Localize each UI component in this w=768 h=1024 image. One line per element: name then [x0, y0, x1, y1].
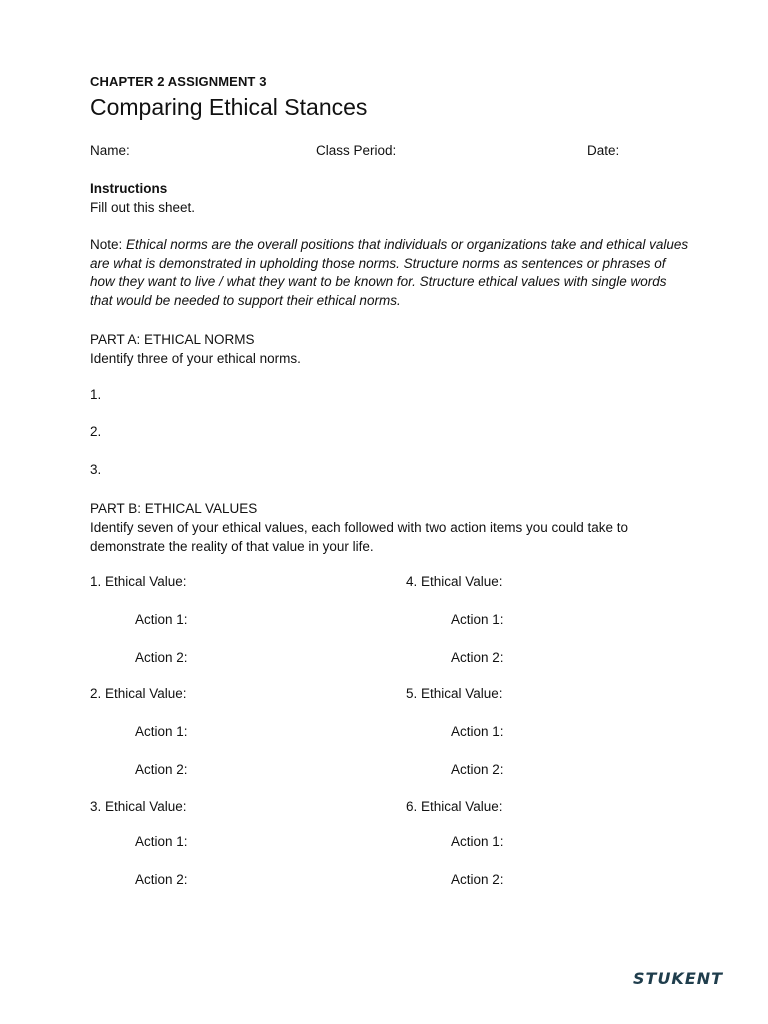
stukent-logo-text: STUKENT [633, 969, 724, 988]
ethical-value-4-action-2: Action 2: [451, 650, 504, 665]
ethical-value-6-action-1: Action 1: [451, 834, 504, 849]
note-text: Ethical norms are the overall positions that individuals or organizations take and ethical values are what is demonstrated in upholding those norms. Structure norms as sentences or phrases of how they want to live / what they want to be known for. Structure ethical values with single words that would be needed to support their ethical norms. [90, 237, 689, 308]
instructions-heading: Instructions [90, 181, 168, 196]
ethical-value-1-action-1: Action 1: [135, 612, 188, 627]
note-label: Note: [90, 237, 127, 252]
norm-item-2: 2. [90, 424, 102, 439]
page-title: Comparing Ethical Stances [90, 94, 368, 120]
note-paragraph [90, 236, 690, 310]
ethical-value-3-label: 3. Ethical Value: [90, 799, 187, 814]
part-b-text: Identify seven of your ethical values, each followed with two action items you could take to demonstrate the reality of that value in your life. [90, 520, 629, 554]
ethical-value-4-action-1: Action 1: [451, 612, 504, 627]
ethical-value-2-action-1: Action 1: [135, 724, 188, 739]
date-field-label: Date: [587, 143, 620, 158]
ethical-value-4-label: 4. Ethical Value: [406, 574, 503, 589]
ethical-value-2-action-2: Action 2: [135, 762, 188, 777]
part-a-text: Identify three of your ethical norms. [90, 351, 301, 366]
ethical-value-5-label: 5. Ethical Value: [406, 686, 503, 701]
part-b-heading: PART B: ETHICAL VALUES [90, 501, 258, 516]
ethical-value-5-action-2: Action 2: [451, 762, 504, 777]
ethical-value-3-action-2: Action 2: [135, 872, 188, 887]
norm-item-3: 3. [90, 462, 102, 477]
instructions-text: Fill out this sheet. [90, 200, 196, 215]
part-a-heading: PART A: ETHICAL NORMS [90, 332, 255, 347]
norm-item-1: 1. [90, 387, 102, 402]
ethical-value-2-label: 2. Ethical Value: [90, 686, 187, 701]
ethical-value-6-action-2: Action 2: [451, 872, 504, 887]
name-field-label: Name: [90, 143, 130, 158]
ethical-value-1-label: 1. Ethical Value: [90, 574, 187, 589]
ethical-value-3-action-1: Action 1: [135, 834, 188, 849]
ethical-value-6-label: 6. Ethical Value: [406, 799, 503, 814]
chapter-label: CHAPTER 2 ASSIGNMENT 3 [90, 74, 267, 89]
stukent-logo [633, 964, 725, 990]
class-period-field-label: Class Period: [316, 143, 397, 158]
ethical-value-5-action-1: Action 1: [451, 724, 504, 739]
ethical-value-1-action-2: Action 2: [135, 650, 188, 665]
